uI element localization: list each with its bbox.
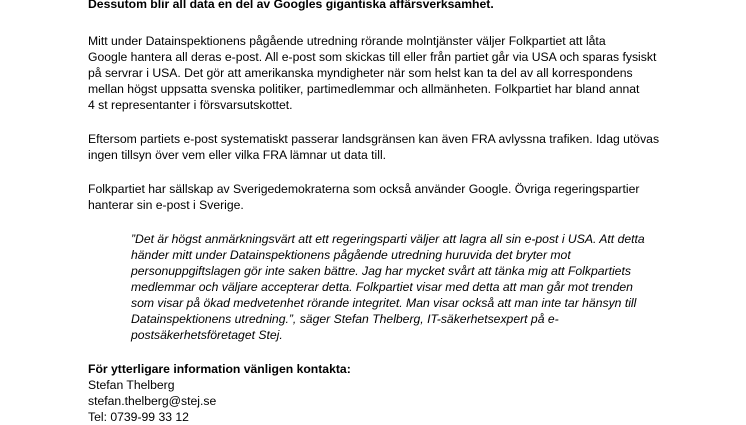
quote-line: personuppgiftslagen gör inte saken bättre. Jag har mycket svårt att tänka mig att Folkpartiets: [131, 264, 631, 278]
quote-block: [131, 231, 688, 343]
paragraph-line: 4 st representanter i försvarsutskottet.: [88, 98, 293, 112]
intro-heading: Dessutom blir all data en del av Googles gigantiska affärsverksamhet.: [88, 0, 494, 11]
paragraph-line: Mitt under Datainspektionens pågående utredning rörande molntjänster väljer Folkpartiet att låta: [88, 34, 606, 48]
quote-line: som visar på ökad medvetenhet rörande integritet. Man visar också att man inte tar hänsyn till: [131, 296, 637, 310]
paragraph-line: mellan högst uppsatta svenska politiker, partimedlemmar och allmänheten. Folkpartiet har bland annat: [88, 82, 640, 96]
paragraph-sverigedemokraterna: [88, 181, 688, 213]
contact-block: [88, 361, 688, 425]
paragraph-line: hanterar sin e-post i Sverige.: [88, 198, 244, 212]
paragraph-fra: [88, 131, 688, 163]
paragraph-line: på servrar i USA. Det gör att amerikanska myndigheter när som helst kan ta del av all korrespondens: [88, 66, 633, 80]
quote-line: Datainspektionens utredning.”, säger Stefan Thelberg, IT-säkerhetsexpert på e-: [131, 312, 559, 326]
contact-phone: Tel: 0739-99 33 12: [88, 410, 189, 424]
paragraph-line: Eftersom partiets e-post systematiskt passerar landsgränsen kan även FRA avlyssna trafiken. Idag utövas: [88, 132, 660, 146]
paragraph-line: ingen tillsyn över vem eller vilka FRA lämnar ut data till.: [88, 148, 387, 162]
quote-line: postsäkerhetsföretaget Stej.: [131, 328, 283, 342]
contact-name: Stefan Thelberg: [88, 378, 175, 392]
paragraph-line: Google hantera all deras e-post. All e-post som skickas till eller från partiet går via USA och sparas fysiskt: [88, 50, 657, 64]
paragraph-line: Folkpartiet har sällskap av Sverigedemokraterna som också använder Google. Övriga regeringspartier: [88, 182, 640, 196]
contact-heading: För ytterligare information vänligen kontakta:: [88, 362, 351, 376]
quote-line: händer mitt under Datainspektionens pågående utredning huruvida det bryter mot: [131, 248, 571, 262]
press-release-page: [88, 0, 688, 425]
quote-line: medlemmar och väljare accepterar detta. Folkpartiet visar med detta att man går mot trenden: [131, 280, 633, 294]
quote-line: ”Det är högst anmärkningsvärt att ett regeringsparti väljer att lagra all sin e-post i USA. Att detta: [131, 232, 645, 246]
paragraph-email-google: [88, 33, 688, 113]
contact-email: stefan.thelberg@stej.se: [88, 394, 217, 408]
